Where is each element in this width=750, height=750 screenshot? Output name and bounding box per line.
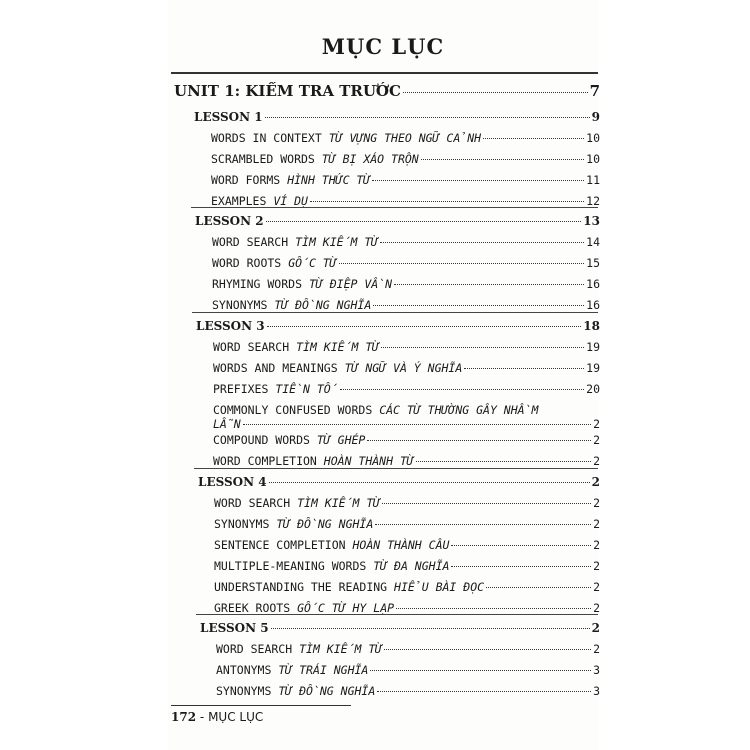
item-page: 2 — [593, 496, 600, 510]
item-vietnamese-title: TỪ ĐỒNG NGHĨA — [278, 684, 376, 698]
lesson-label: LESSON 3 — [196, 319, 265, 333]
item-page: 3 — [593, 663, 600, 677]
dot-leader — [370, 670, 591, 671]
item-title — [213, 454, 414, 468]
item-vietnamese-title: HOÀN THÀNH CÂU — [352, 538, 450, 552]
toc-item-entry — [213, 382, 600, 396]
toc-item-entry — [214, 580, 600, 594]
item-vietnamese-title: TỪ TRÁI NGHĨA — [278, 663, 369, 677]
item-english-title: COMMONLY CONFUSED WORDS — [213, 403, 373, 417]
item-vietnamese-title: GỐC TỪ — [288, 256, 337, 270]
item-title — [211, 131, 481, 145]
lesson-separator — [192, 312, 598, 313]
dot-leader — [266, 221, 582, 222]
dot-leader — [451, 545, 591, 546]
dot-leader — [382, 503, 591, 504]
item-english-title: WORD SEARCH — [212, 235, 289, 249]
toc-item-entry — [212, 235, 600, 249]
toc-item-entry — [214, 559, 600, 573]
item-english-title: WORD FORMS — [211, 173, 281, 187]
item-title — [216, 663, 368, 677]
item-page: 10 — [586, 131, 600, 145]
dot-leader — [340, 389, 585, 390]
lesson-page: 2 — [591, 475, 600, 489]
dot-leader — [373, 305, 584, 306]
item-vietnamese-title: TỪ ĐỒNG NGHĨA — [274, 298, 372, 312]
toc-lesson-entry — [200, 621, 600, 635]
item-vietnamese-title: HÌNH THỨC TỪ — [287, 173, 371, 187]
dot-leader — [375, 524, 591, 525]
dot-leader — [396, 608, 591, 609]
dot-leader — [380, 242, 584, 243]
dot-leader — [271, 628, 590, 629]
item-page: 2 — [593, 433, 600, 447]
item-english-title: SYNONYMS — [212, 298, 268, 312]
dot-leader — [269, 482, 590, 483]
item-page: 2 — [593, 538, 600, 552]
lesson-page: 13 — [583, 214, 600, 228]
toc-item-entry — [212, 277, 600, 291]
lesson-page: 9 — [591, 110, 600, 124]
toc-item-entry — [213, 340, 600, 354]
item-page: 10 — [586, 152, 600, 166]
toc-lesson-entry — [196, 319, 600, 333]
item-title — [211, 152, 419, 166]
item-page: 2 — [593, 601, 600, 615]
item-english-title: WORDS AND MEANINGS — [213, 361, 338, 375]
page-footer — [171, 710, 263, 724]
dot-leader — [339, 263, 584, 264]
item-english-title: UNDERSTANDING THE READING — [214, 580, 388, 594]
dot-leader — [243, 424, 591, 425]
item-title — [216, 642, 382, 656]
lesson-separator — [196, 614, 598, 615]
toc-item-entry — [214, 538, 600, 552]
lesson-separator — [194, 468, 598, 469]
item-page: 16 — [586, 277, 600, 291]
item-title — [211, 194, 308, 208]
item-vietnamese-title: TỪ ĐIỆP VẦN — [308, 277, 393, 291]
item-english-title: WORD SEARCH — [216, 642, 293, 656]
dot-leader — [451, 566, 591, 567]
item-page: 20 — [586, 382, 600, 396]
item-page: 2 — [593, 559, 600, 573]
dot-leader — [483, 138, 584, 139]
item-title — [212, 277, 392, 291]
lesson-page: 18 — [583, 319, 600, 333]
toc-lesson-entry — [195, 214, 600, 228]
toc-item-entry — [216, 684, 600, 698]
dot-leader — [267, 326, 582, 327]
item-english-title: PREFIXES — [213, 382, 269, 396]
dot-leader — [367, 440, 591, 441]
toc-lesson-entry — [198, 475, 600, 489]
item-vietnamese-title: TÌM KIẾM TỪ — [297, 496, 381, 510]
footer-page-number: 172 — [171, 710, 197, 724]
item-page: 19 — [586, 340, 600, 354]
toc-item-entry — [214, 601, 600, 615]
lesson-separator — [191, 207, 598, 208]
item-title — [214, 601, 394, 615]
dot-leader — [486, 587, 591, 588]
page-title: MỤC LỤC — [321, 34, 445, 59]
item-vietnamese-title: VÍ DỤ — [273, 194, 308, 208]
item-vietnamese-title: TÌM KIẾM TỪ — [299, 642, 383, 656]
item-vietnamese-title: TỪ BỊ XÁO TRỘN — [321, 152, 419, 166]
item-page: 2 — [593, 454, 600, 468]
toc-item-entry — [213, 361, 600, 375]
toc-item-entry — [214, 517, 600, 531]
item-vietnamese-title: TỪ ĐỒNG NGHĨA — [276, 517, 374, 531]
item-page: 2 — [593, 517, 600, 531]
toc-item-entry — [211, 194, 600, 208]
toc-item-entry — [212, 256, 600, 270]
unit-page: 7 — [589, 82, 600, 100]
item-vietnamese-title: TỪ ĐA NGHĨA — [373, 559, 450, 573]
item-title — [214, 538, 449, 552]
item-english-title: WORD ROOTS — [212, 256, 282, 270]
item-english-title: WORDS IN CONTEXT — [211, 131, 322, 145]
item-vietnamese-title: GỐC TỪ HY LẠP — [297, 601, 395, 615]
item-title — [212, 298, 371, 312]
item-english-title: COMPOUND WORDS — [213, 433, 310, 447]
item-english-title: GREEK ROOTS — [214, 601, 291, 615]
item-title — [211, 173, 370, 187]
item-english-title: ANTONYMS — [216, 663, 272, 677]
item-english-title: WORD SEARCH — [213, 340, 290, 354]
item-vietnamese-title: TỪ NGỮ VÀ Ý NGHĨA — [344, 361, 463, 375]
item-title — [214, 580, 484, 594]
dot-leader — [464, 368, 584, 369]
toc-item-entry — [211, 152, 600, 166]
item-english-title: WORD SEARCH — [214, 496, 291, 510]
item-vietnamese-title: HIỂU BÀI ĐỌC — [394, 580, 485, 594]
dot-leader — [372, 180, 584, 181]
dot-leader — [377, 691, 591, 692]
toc-item-entry — [216, 663, 600, 677]
item-english-title: EXAMPLES — [211, 194, 267, 208]
item-title — [214, 496, 380, 510]
item-english-title: WORD COMPLETION — [213, 454, 317, 468]
footer-section-title: MỤC LỤC — [208, 710, 264, 724]
item-title — [213, 403, 538, 417]
dot-leader — [265, 117, 590, 118]
toc-item-entry — [213, 433, 600, 447]
item-page: 11 — [586, 173, 600, 187]
item-page: 15 — [586, 256, 600, 270]
item-vietnamese-title: TỪ VỰNG THEO NGỮ CẢNH — [328, 131, 482, 145]
lesson-label: LESSON 1 — [194, 110, 263, 124]
toc-lesson-entry — [194, 110, 600, 124]
toc-item-entry — [212, 298, 600, 312]
item-vietnamese-title: TÌM KIẾM TỪ — [295, 235, 379, 249]
title-rule — [171, 72, 598, 74]
item-title — [214, 559, 449, 573]
item-title — [213, 382, 338, 396]
dot-leader — [421, 159, 584, 160]
item-vietnamese-title: CÁC TỪ THƯỜNG GÂY NHẦM — [379, 403, 539, 417]
toc-item-entry-continuation — [213, 417, 600, 431]
lesson-page: 2 — [591, 621, 600, 635]
item-title — [212, 235, 378, 249]
item-title — [216, 684, 375, 698]
item-english-title: RHYMING WORDS — [212, 277, 303, 291]
item-title — [214, 517, 373, 531]
dot-leader — [381, 347, 584, 348]
item-english-title: SENTENCE COMPLETION — [214, 538, 346, 552]
footer-separator: - — [199, 710, 205, 724]
item-page: 16 — [586, 298, 600, 312]
item-english-title: MULTIPLE-MEANING WORDS — [214, 559, 367, 573]
toc-item-entry — [213, 403, 600, 417]
item-page: 2 — [593, 642, 600, 656]
item-vietnamese-title: HOÀN THÀNH TỪ — [323, 454, 414, 468]
lesson-label: LESSON 5 — [200, 621, 269, 635]
unit-label: UNIT 1: KIỂM TRA TRƯỚC — [174, 82, 401, 100]
toc-item-entry — [213, 454, 600, 468]
toc-item-entry — [216, 642, 600, 656]
toc-item-entry — [211, 131, 600, 145]
item-page: 19 — [586, 361, 600, 375]
toc-item-entry — [211, 173, 600, 187]
footer-rule — [171, 705, 351, 706]
item-page: 2 — [593, 417, 600, 431]
dot-leader — [403, 92, 588, 93]
item-vietnamese-title: TÌM KIẾM TỪ — [296, 340, 380, 354]
lesson-label: LESSON 4 — [198, 475, 267, 489]
dot-leader — [310, 201, 584, 202]
item-page: 2 — [593, 580, 600, 594]
item-page: 14 — [586, 235, 600, 249]
toc-item-entry — [214, 496, 600, 510]
item-english-title: SCRAMBLED WORDS — [211, 152, 315, 166]
item-english-title: SYNONYMS — [216, 684, 272, 698]
item-page: 3 — [593, 684, 600, 698]
dot-leader — [416, 461, 591, 462]
dot-leader — [384, 649, 591, 650]
item-vietnamese-title: TIỀN TỐ — [275, 382, 338, 396]
item-title — [213, 340, 379, 354]
item-title — [212, 256, 337, 270]
dot-leader — [394, 284, 584, 285]
item-page: 12 — [586, 194, 600, 208]
toc-unit-entry — [174, 82, 600, 100]
item-vietnamese-title-cont: LẪN — [213, 417, 241, 431]
lesson-label: LESSON 2 — [195, 214, 264, 228]
item-title — [213, 361, 462, 375]
item-english-title: SYNONYMS — [214, 517, 270, 531]
item-title — [213, 433, 365, 447]
item-vietnamese-title: TỪ GHÉP — [316, 433, 366, 447]
